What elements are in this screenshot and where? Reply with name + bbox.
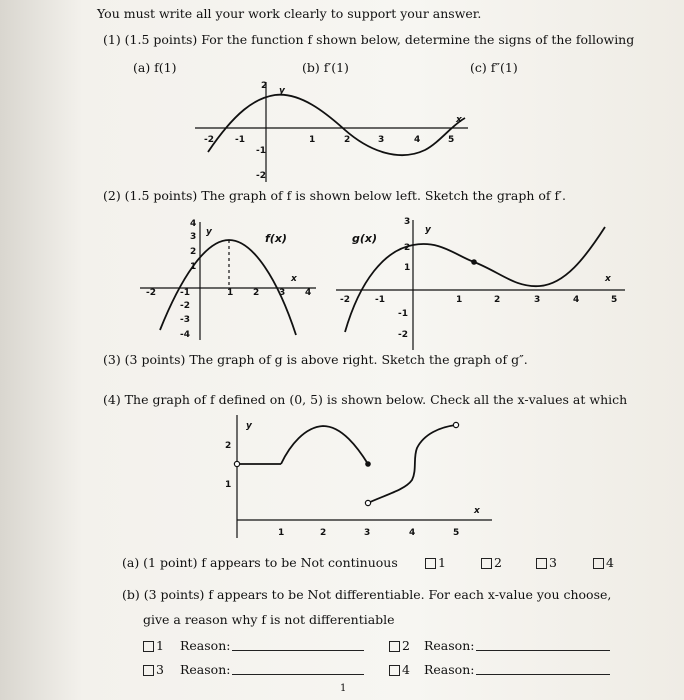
q2g-func-label: g(x) [352,232,378,245]
q4b-option-3: 3 [156,662,164,677]
q4a-checkbox-3[interactable] [536,558,547,569]
page-number: 1 [340,683,347,694]
q4a-checkbox-1[interactable] [425,558,436,569]
q4b-reason-line-3[interactable] [232,674,364,675]
q1-ytick: -2 [256,171,266,181]
q1-xtick: 5 [448,135,455,145]
q2g-ylabel: y [425,225,431,235]
q1-xtick: 3 [378,135,385,145]
q4b-option-4: 4 [402,662,410,677]
instructions: You must write all your work clearly to support your answer. [97,6,482,21]
q4-xtick: 2 [320,528,327,538]
q1-ytick: -1 [256,146,266,156]
q4-filled-point [365,461,371,467]
q1-xtick: 4 [414,135,421,145]
q2g-ytick: -2 [398,330,408,340]
q2g-xtick: -2 [340,295,350,305]
q4b-reason-line-4[interactable] [476,674,610,675]
q2g-xtick: 1 [456,295,463,305]
q2f-ytick: -4 [180,330,190,340]
q4-xlabel: x [474,506,480,516]
q2f-func-label: f(x) [265,232,287,245]
q4-curve-segment-3 [368,425,456,503]
q2f-ylabel: y [206,227,212,237]
q2f-ytick: 3 [190,232,197,242]
q2f-xtick: 3 [279,288,286,298]
q2f-xtick: 4 [305,288,312,298]
q4-xtick: 4 [409,528,416,538]
q4-header: (4) The graph of f defined on (0, 5) is shown below. Check all the x-values at which [103,392,628,407]
q1-ytick: 2 [261,81,268,91]
q2g-xtick: -1 [375,295,385,305]
q4-open-point [453,422,458,427]
q2g-xtick: 5 [611,295,618,305]
q4b-reason-line-2[interactable] [476,650,610,651]
q4b-checkbox-2[interactable] [389,641,400,652]
q4b-line2: give a reason why f is not differentiable [143,612,395,627]
q4a-option-3: 3 [549,555,557,570]
q4b-option-2: 2 [402,638,410,653]
q4b-option-1: 1 [156,638,164,653]
q1-xlabel: x [456,115,462,125]
q4-xtick: 5 [453,528,460,538]
q2-header: (2) (1.5 points) The graph of f is shown below left. Sketch the graph of f′. [103,188,566,203]
q2f-ytick: -2 [180,301,190,311]
q1-xtick: -2 [204,135,214,145]
q2f-ytick: -1 [180,288,190,298]
q4b-line1: (b) (3 points) f appears to be Not differentiable. For each x-value you choose, [122,587,612,602]
q4-xtick: 1 [278,528,285,538]
q1-header: (1) (1.5 points) For the function f shown below, determine the signs of the following [103,32,635,47]
q4-xtick: 3 [364,528,371,538]
q4-ytick: 1 [225,480,232,490]
q4a-checkbox-4[interactable] [593,558,604,569]
q1-xtick: 1 [309,135,316,145]
q1-ylabel: y [279,86,285,96]
q2f-ytick: 2 [190,247,197,257]
q4b-checkbox-1[interactable] [143,641,154,652]
q4-open-point [365,500,370,505]
q2f-xtick: -2 [146,288,156,298]
q2g-ytick: -1 [398,309,408,319]
q1-xtick: 2 [344,135,351,145]
q4b-reason-label-4: Reason: [424,662,475,677]
q1b-label: (b) f′(1) [302,60,349,75]
q3-header: (3) (3 points) The graph of g is above right. Sketch the graph of g″. [103,352,528,367]
q4b-checkbox-3[interactable] [143,665,154,676]
q2g-xtick: 2 [494,295,501,305]
q2g-ytick: 1 [404,263,411,273]
q4a-option-2: 2 [494,555,502,570]
q2f-ytick: 1 [190,262,197,272]
q1a-label: (a) f(1) [133,60,177,75]
q2g-ytick: 2 [404,243,411,253]
q2g-xtick: 4 [573,295,580,305]
q4b-reason-label-3: Reason: [180,662,231,677]
q2f-xlabel: x [291,274,297,284]
q4a-text: (a) (1 point) f appears to be Not continuous [122,555,398,570]
q2f-xtick: 2 [253,288,260,298]
q2f-xtick: 1 [227,288,234,298]
q4b-reason-label-2: Reason: [424,638,475,653]
q4-curve-segment-2 [281,426,368,464]
q1c-label: (c) f″(1) [470,60,518,75]
q4b-checkbox-4[interactable] [389,665,400,676]
q4b-reason-line-1[interactable] [232,650,364,651]
q4-ylabel: y [246,421,252,431]
q4b-reason-label-1: Reason: [180,638,231,653]
q4a-checkbox-2[interactable] [481,558,492,569]
q4-ytick: 2 [225,441,232,451]
q2f-ytick: 4 [190,219,197,229]
q4a-option-4: 4 [606,555,614,570]
q2g-xtick: 3 [534,295,541,305]
q2f-ytick: -3 [180,315,190,325]
q2g-xlabel: x [605,274,611,284]
q4-open-point [234,461,239,466]
q1-xtick: -1 [235,135,245,145]
q2g-ytick: 3 [404,217,411,227]
q4a-option-1: 1 [438,555,446,570]
